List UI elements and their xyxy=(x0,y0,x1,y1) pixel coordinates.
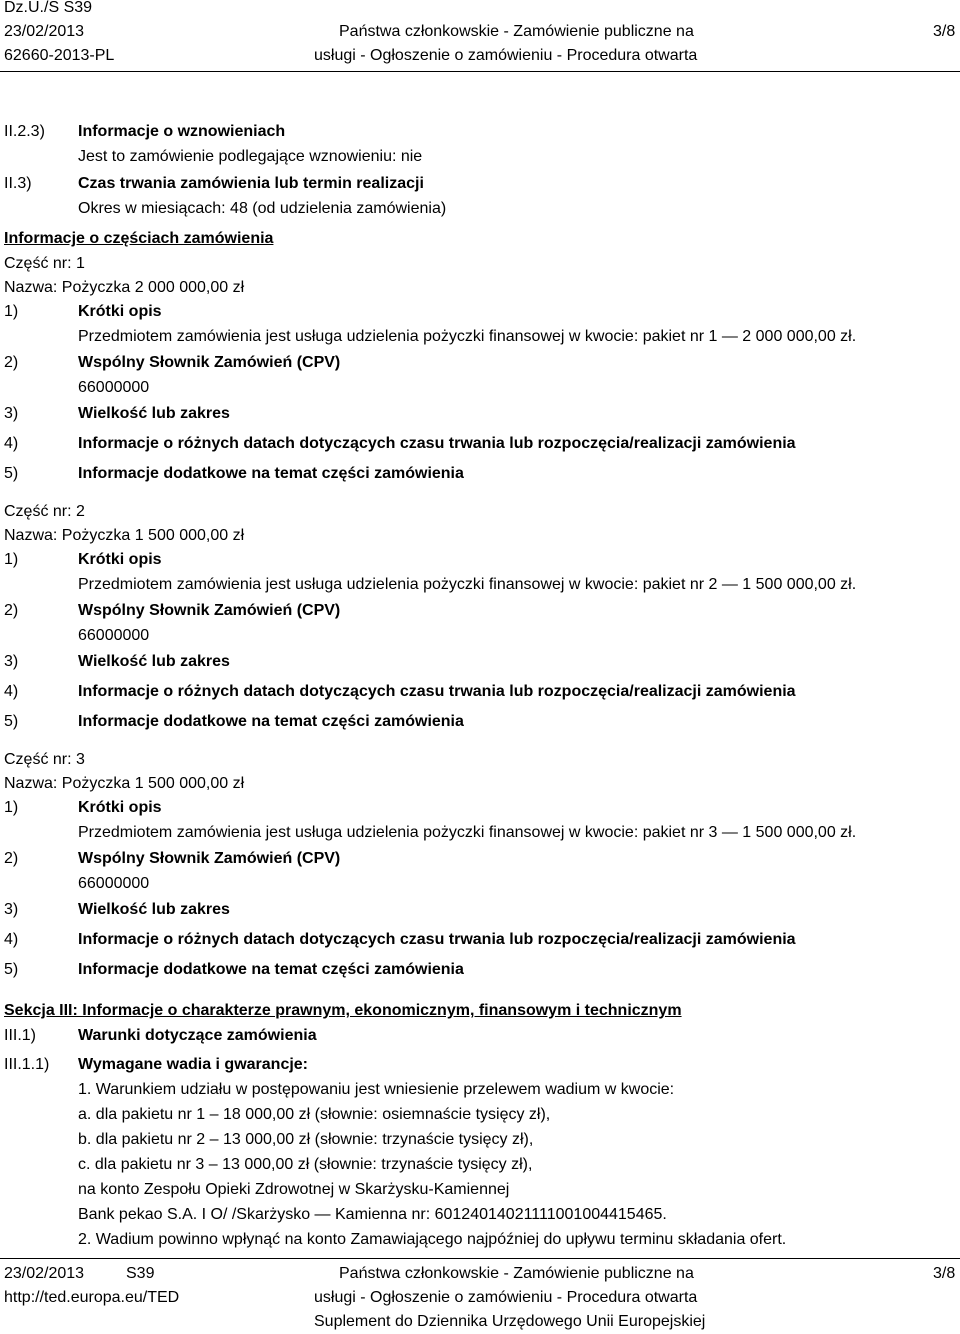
lot-description: Przedmiotem zamówienia jest usługa udzielenia pożyczki finansowej w kwocie: pakiet nr 3 — 1 500 000,00 zł. xyxy=(78,824,857,841)
cpv-code: 66000000 xyxy=(78,875,150,892)
item-heading-dates: Informacje o różnych datach dotyczących czasu trwania lub rozpoczęcia/realizacji zamówienia xyxy=(78,435,796,452)
header-date: 23/02/2013 xyxy=(4,23,85,40)
item-heading-cpv: Wspólny Słownik Zamówień (CPV) xyxy=(78,354,341,371)
item-number: 4) xyxy=(4,931,19,948)
item-heading-additional-info: Informacje dodatkowe na temat części zamówienia xyxy=(78,961,464,978)
lot-description: Przedmiotem zamówienia jest usługa udzielenia pożyczki finansowej w kwocie: pakiet nr 2 — 1 500 000,00 zł. xyxy=(78,576,857,593)
cpv-code: 66000000 xyxy=(78,379,150,396)
item-number: 1) xyxy=(4,551,19,568)
section-heading: Czas trwania zamówienia lub termin realizacji xyxy=(78,175,424,192)
section-heading: Warunki dotyczące zamówienia xyxy=(78,1027,317,1044)
deposit-text-line: na konto Zespołu Opieki Zdrowotnej w Skarżysku-Kamiennej xyxy=(78,1181,510,1198)
footer-series: S39 xyxy=(126,1265,155,1282)
footer-page-number: 3/8 xyxy=(933,1265,956,1282)
item-heading-short-description: Krótki opis xyxy=(78,303,162,320)
section-number: III.1.1) xyxy=(4,1056,50,1073)
item-heading-additional-info: Informacje dodatkowe na temat części zamówienia xyxy=(78,465,464,482)
deposit-text-line: 1. Warunkiem udziału w postępowaniu jest wniesienie przelewem wadium w kwocie: xyxy=(78,1081,675,1098)
lot-name: Nazwa: Pożyczka 2 000 000,00 zł xyxy=(4,279,245,296)
lot-description: Przedmiotem zamówienia jest usługa udzielenia pożyczki finansowej w kwocie: pakiet nr 1 — 2 000 000,00 zł. xyxy=(78,328,857,345)
item-number: 2) xyxy=(4,354,19,371)
section-heading: Informacje o wznowieniach xyxy=(78,123,286,140)
item-heading-short-description: Krótki opis xyxy=(78,799,162,816)
footer-title-line2: usługi - Ogłoszenie o zamówieniu - Procedura otwarta xyxy=(314,1289,698,1306)
section-text: Jest to zamówienie podlegające wznowieniu: nie xyxy=(78,148,423,165)
section-number: III.1) xyxy=(4,1027,37,1044)
footer-url[interactable]: http://ted.europa.eu/TED xyxy=(4,1289,180,1306)
item-number: 1) xyxy=(4,303,19,320)
journal-ref: Dz.U./S S39 xyxy=(4,0,93,16)
item-heading-scope: Wielkość lub zakres xyxy=(78,901,230,918)
item-number: 4) xyxy=(4,683,19,700)
footer-divider xyxy=(0,1258,960,1259)
item-heading-short-description: Krótki opis xyxy=(78,551,162,568)
item-number: 3) xyxy=(4,653,19,670)
item-heading-dates: Informacje o różnych datach dotyczących czasu trwania lub rozpoczęcia/realizacji zamówienia xyxy=(78,931,796,948)
lot-part-number: Część nr: 1 xyxy=(4,255,85,272)
deposit-text-line: a. dla pakietu nr 1 – 18 000,00 zł (słownie: osiemnaście tysięcy zł), xyxy=(78,1106,551,1123)
deposit-text-line: Bank pekao S.A. I O/ /Skarżysko — Kamienna nr: 60124014021111001004415465. xyxy=(78,1206,667,1223)
section-number: II.2.3) xyxy=(4,123,45,140)
header-divider xyxy=(0,71,960,72)
section-iii-heading: Sekcja III: Informacje o charakterze prawnym, ekonomicznym, finansowym i technicznym xyxy=(4,1002,682,1019)
item-number: 1) xyxy=(4,799,19,816)
item-number: 4) xyxy=(4,435,19,452)
deposit-text-line: b. dla pakietu nr 2 – 13 000,00 zł (słownie: trzynaście tysięcy zł), xyxy=(78,1131,534,1148)
item-heading-additional-info: Informacje dodatkowe na temat części zamówienia xyxy=(78,713,464,730)
section-heading: Wymagane wadia i gwarancje: xyxy=(78,1056,309,1073)
item-heading-scope: Wielkość lub zakres xyxy=(78,653,230,670)
lot-part-number: Część nr: 3 xyxy=(4,751,85,768)
item-number: 2) xyxy=(4,850,19,867)
footer-title-line1: Państwa członkowskie - Zamówienie publiczne na xyxy=(339,1265,694,1282)
item-number: 5) xyxy=(4,465,19,482)
footer-title-line3: Suplement do Dziennika Urzędowego Unii Europejskiej xyxy=(314,1313,706,1330)
lot-part-number: Część nr: 2 xyxy=(4,503,85,520)
lot-name: Nazwa: Pożyczka 1 500 000,00 zł xyxy=(4,527,245,544)
item-number: 3) xyxy=(4,405,19,422)
item-heading-cpv: Wspólny Słownik Zamówień (CPV) xyxy=(78,850,341,867)
deposit-text-line: c. dla pakietu nr 3 – 13 000,00 zł (słownie: trzynaście tysięcy zł), xyxy=(78,1156,533,1173)
item-heading-dates: Informacje o różnych datach dotyczących czasu trwania lub rozpoczęcia/realizacji zamówienia xyxy=(78,683,796,700)
cpv-code: 66000000 xyxy=(78,627,150,644)
item-number: 3) xyxy=(4,901,19,918)
item-heading-scope: Wielkość lub zakres xyxy=(78,405,230,422)
item-number: 5) xyxy=(4,713,19,730)
notice-ref: 62660-2013-PL xyxy=(4,47,115,64)
footer-date: 23/02/2013 xyxy=(4,1265,85,1282)
header-page-number: 3/8 xyxy=(933,23,956,40)
section-text: Okres w miesiącach: 48 (od udzielenia zamówienia) xyxy=(78,200,447,217)
lots-heading: Informacje o częściach zamówienia xyxy=(4,230,274,247)
header-title-line2: usługi - Ogłoszenie o zamówieniu - Procedura otwarta xyxy=(314,47,698,64)
lot-name: Nazwa: Pożyczka 1 500 000,00 zł xyxy=(4,775,245,792)
item-heading-cpv: Wspólny Słownik Zamówień (CPV) xyxy=(78,602,341,619)
item-number: 5) xyxy=(4,961,19,978)
deposit-text-line: 2. Wadium powinno wpłynąć na konto Zamawiającego najpóźniej do upływu terminu składania ofert. xyxy=(78,1231,787,1248)
item-number: 2) xyxy=(4,602,19,619)
header-title-line1: Państwa członkowskie - Zamówienie publiczne na xyxy=(339,23,694,40)
section-number: II.3) xyxy=(4,175,32,192)
